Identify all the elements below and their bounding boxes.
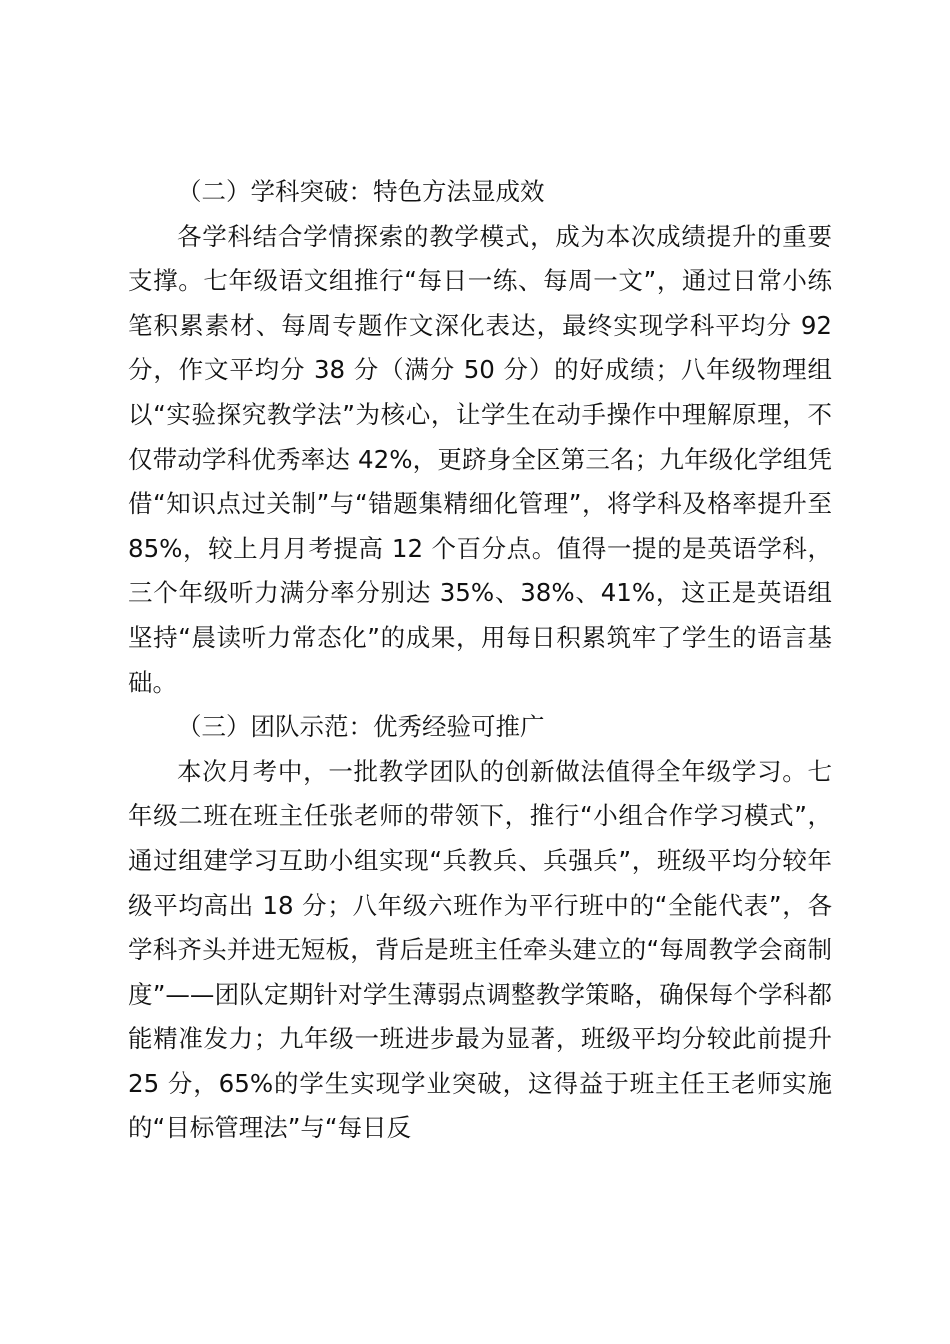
section-3-paragraph: 本次月考中，一批教学团队的创新做法值得全年级学习。七年级二班在班主任张老师的带领下，推行“小组合作学习模式”，通过组建学习互助小组实现“兵教兵、兵强兵”，班级平均分较年级平均高出 18 分；八年级六班作为平行班中的“全能代表”，各学科齐头并进无短板，背后是班主任牵头建立的“每周教学会商制度”——团队定期针对学生薄弱点调整教学策略，确保每个学科都能精准发力；九年级一班进步最为显著，班级平均分较此前提升 25 分，65%的学生实现学业突破，这得益于班主任王老师实施的“目标管理法”与“每日反 xyxy=(128,756,832,1143)
section-2-heading: （二）学科突破：特色方法显成效 xyxy=(177,177,545,206)
section-2-paragraph: 各学科结合学情探索的教学模式，成为本次成绩提升的重要支撑。七年级语文组推行“每日一练、每周一文”，通过日常小练笔积累素材、每周专题作文深化表达，最终实现学科平均分 92 分，作文平均分 38 分（满分 50 分）的好成绩；八年级物理组以“实验探究教学法”为核心，让学生在动手操作中理解原理，不仅带动学科优秀率达 42%，更跻身全区第三名；九年级化学组凭借“知识点过关制”与“错题集精细化管理”，将学科及格率提升至 85%，较上月月考提高 12 个百分点。值得一提的是英语学科，三个年级听力满分率分别达 35%、38%、41%，这正是英语组坚持“晨读听力常态化”的成果，用每日积累筑牢了学生的语言基础。 xyxy=(128,221,832,697)
section-3-heading: （三）团队示范：优秀经验可推广 xyxy=(177,712,545,742)
document-body xyxy=(128,170,832,1151)
